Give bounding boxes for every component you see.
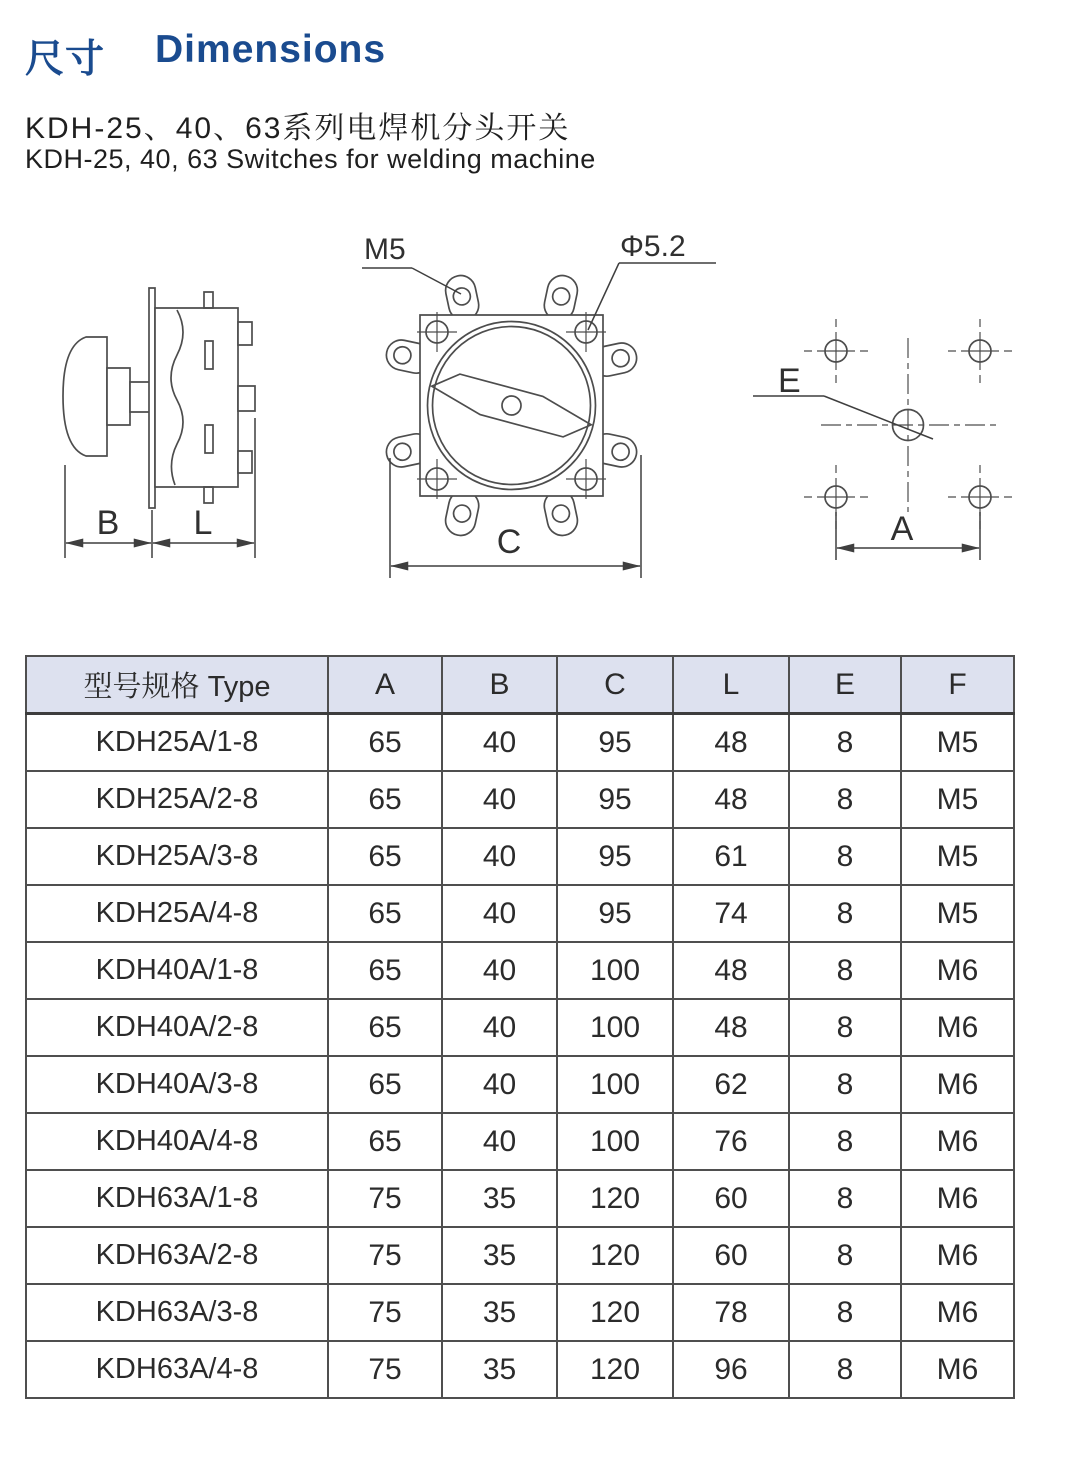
dimension-cell: 96	[673, 1341, 789, 1398]
header-cell-a: A	[328, 656, 442, 714]
dimension-cell: 48	[673, 771, 789, 828]
type-cell: KDH25A/2-8	[26, 771, 328, 828]
dimension-cell: 95	[557, 828, 673, 885]
page-title	[25, 28, 386, 84]
dimension-cell: 8	[789, 771, 901, 828]
dimension-cell: 60	[673, 1170, 789, 1227]
dimension-cell: 8	[789, 1056, 901, 1113]
header-cell-e: E	[789, 656, 901, 714]
table-row	[26, 1284, 1014, 1341]
dimension-cell: 120	[557, 1284, 673, 1341]
dimension-cell: 65	[328, 1056, 442, 1113]
dimension-cell: 95	[557, 771, 673, 828]
type-cell: KDH63A/1-8	[26, 1170, 328, 1227]
type-cell: KDH25A/4-8	[26, 885, 328, 942]
dimension-cell: 74	[673, 885, 789, 942]
header-cell-l: L	[673, 656, 789, 714]
dimension-cell: 120	[557, 1227, 673, 1284]
dimension-cell: 65	[328, 999, 442, 1056]
dimension-cell: 48	[673, 942, 789, 999]
dimension-cell: 120	[557, 1341, 673, 1398]
dimension-cell: M6	[901, 1170, 1014, 1227]
subtitle-en: KDH-25, 40, 63 Switches for welding machine	[25, 144, 596, 174]
type-cell: KDH40A/2-8	[26, 999, 328, 1056]
dimension-cell: M6	[901, 1284, 1014, 1341]
dimension-cell: M6	[901, 942, 1014, 999]
dimension-cell: 35	[442, 1170, 557, 1227]
front-view-drawing	[355, 225, 733, 595]
dimension-cell: 8	[789, 999, 901, 1056]
dim-label-c: C	[496, 523, 522, 561]
page-title-en: Dimensions	[155, 28, 387, 71]
dimension-cell: 65	[328, 828, 442, 885]
dimension-cell: 40	[442, 714, 557, 772]
dim-label-l: L	[193, 504, 213, 542]
dimension-cell: 40	[442, 1056, 557, 1113]
spec-table-body	[26, 714, 1014, 1399]
dimension-cell: 8	[789, 828, 901, 885]
dimension-cell: 35	[442, 1284, 557, 1341]
dimension-cell: 8	[789, 1227, 901, 1284]
hole-pattern-drawing	[745, 300, 1030, 580]
header-cell-b: B	[442, 656, 557, 714]
dim-label-b: B	[96, 504, 120, 542]
table-row	[26, 1341, 1014, 1398]
dimension-cell: 48	[673, 999, 789, 1056]
type-cell: KDH40A/4-8	[26, 1113, 328, 1170]
dimension-cell: 8	[789, 1113, 901, 1170]
dimension-cell: 100	[557, 1113, 673, 1170]
dimension-cell: 100	[557, 1056, 673, 1113]
dimension-cell: 8	[789, 714, 901, 772]
dimension-cell: 8	[789, 1170, 901, 1227]
type-cell: KDH25A/3-8	[26, 828, 328, 885]
dimension-cell: 40	[442, 942, 557, 999]
dimension-cell: M6	[901, 1227, 1014, 1284]
dimension-cell: 75	[328, 1284, 442, 1341]
dimension-cell: 40	[442, 828, 557, 885]
dimension-cell: 62	[673, 1056, 789, 1113]
dimension-cell: 35	[442, 1341, 557, 1398]
header-row	[26, 656, 1014, 714]
dimension-cell: M5	[901, 771, 1014, 828]
table-row	[26, 828, 1014, 885]
dimension-cell: 8	[789, 942, 901, 999]
table-row	[26, 942, 1014, 999]
dimension-cell: M5	[901, 885, 1014, 942]
dimension-cell: 76	[673, 1113, 789, 1170]
dimension-cell: 75	[328, 1341, 442, 1398]
table-row	[26, 1227, 1014, 1284]
type-cell: KDH25A/1-8	[26, 714, 328, 772]
table-row	[26, 771, 1014, 828]
type-cell: KDH40A/1-8	[26, 942, 328, 999]
dimension-cell: 40	[442, 999, 557, 1056]
side-view-drawing	[40, 265, 280, 575]
table-row	[26, 714, 1014, 772]
dimension-cell: M6	[901, 999, 1014, 1056]
header-cell-f: F	[901, 656, 1014, 714]
type-cell: KDH63A/3-8	[26, 1284, 328, 1341]
dimension-cell: 75	[328, 1170, 442, 1227]
dimension-cell: 100	[557, 999, 673, 1056]
table-row	[26, 1056, 1014, 1113]
type-cell: KDH63A/4-8	[26, 1341, 328, 1398]
dimension-cell: 75	[328, 1227, 442, 1284]
dimension-cell: 40	[442, 771, 557, 828]
spec-table	[25, 655, 1015, 1399]
table-row	[26, 1113, 1014, 1170]
dimension-cell: 8	[789, 1284, 901, 1341]
dimension-cell: 48	[673, 714, 789, 772]
type-cell: KDH63A/2-8	[26, 1227, 328, 1284]
dimension-cell: 8	[789, 885, 901, 942]
type-cell: KDH40A/3-8	[26, 1056, 328, 1113]
table-row	[26, 1170, 1014, 1227]
table-row	[26, 885, 1014, 942]
dimension-cell: 65	[328, 1113, 442, 1170]
dimension-cell: 65	[328, 942, 442, 999]
dimension-cell: M6	[901, 1056, 1014, 1113]
dimension-cell: M5	[901, 714, 1014, 772]
dimension-cell: 8	[789, 1341, 901, 1398]
page-title-zh: 尺寸	[25, 38, 106, 81]
dimension-cell: 65	[328, 714, 442, 772]
label-e: E	[778, 362, 801, 400]
dimension-cell: M5	[901, 828, 1014, 885]
subtitle-zh: KDH-25、40、63系列电焊机分头开关	[25, 112, 571, 145]
dimension-cell: 120	[557, 1170, 673, 1227]
dimension-cell: 35	[442, 1227, 557, 1284]
dimension-cell: 78	[673, 1284, 789, 1341]
thread-label-m5: M5	[364, 233, 406, 266]
dimension-cell: 60	[673, 1227, 789, 1284]
dimension-cell: 95	[557, 714, 673, 772]
dimension-cell: 100	[557, 942, 673, 999]
dimension-cell: M6	[901, 1341, 1014, 1398]
header-cell-type: 型号规格 Type	[26, 656, 328, 714]
dimension-cell: 95	[557, 885, 673, 942]
dimension-cell: M6	[901, 1113, 1014, 1170]
dimension-cell: 61	[673, 828, 789, 885]
header-cell-c: C	[557, 656, 673, 714]
dimension-cell: 65	[328, 771, 442, 828]
hole-label-phi52: Φ5.2	[620, 230, 686, 263]
dimension-cell: 65	[328, 885, 442, 942]
dimension-cell: 40	[442, 1113, 557, 1170]
dim-label-a: A	[890, 510, 914, 548]
table-row	[26, 999, 1014, 1056]
spec-table-header	[26, 656, 1014, 714]
dimension-cell: 40	[442, 885, 557, 942]
